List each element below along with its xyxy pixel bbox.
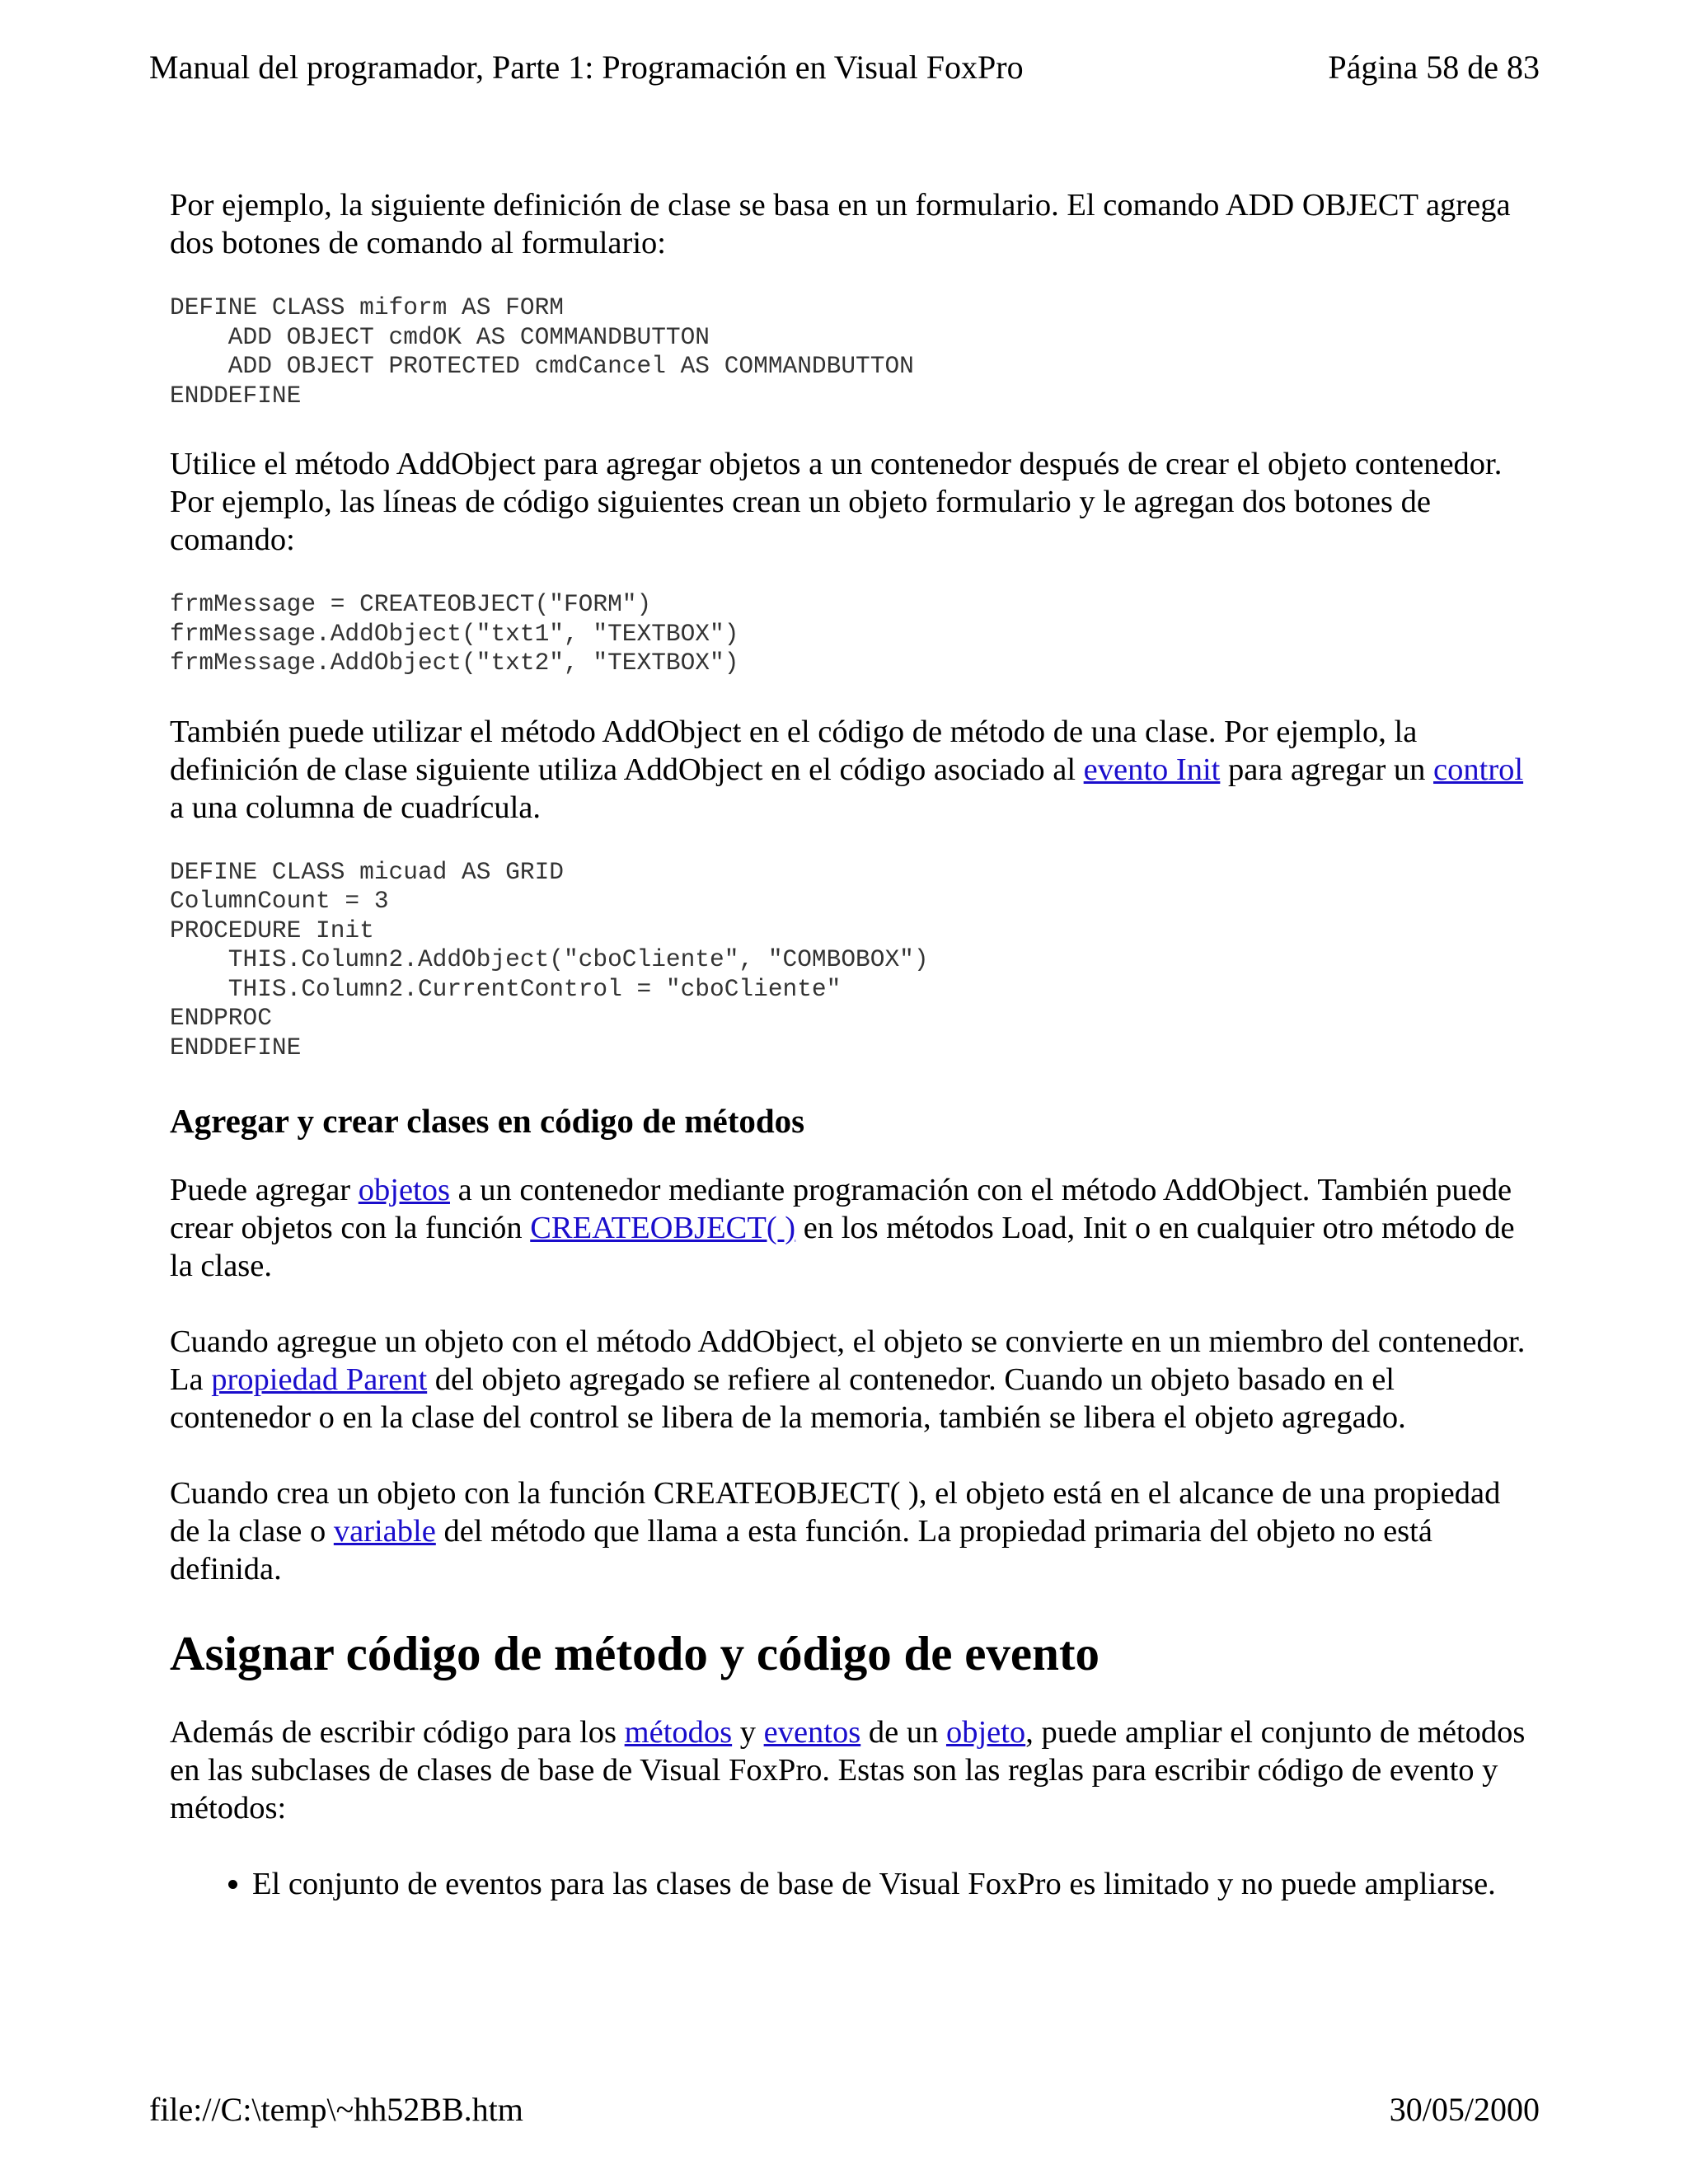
- paragraph-7: Además de escribir código para los métodos y eventos de un objeto, puede ampliar el conjunto de métodos en las subclases de clases de base de Visual FoxPro. Estas son las reglas para escribir código de evento y métodos:: [170, 1715, 1526, 1825]
- paragraph-6: Cuando crea un objeto con la función CREATEOBJECT( ), el objeto está en el alcance de una propiedad de la clase o variable del método que llama a esta función. La propiedad primaria del objeto no está definida.: [170, 1476, 1501, 1586]
- paragraph-4: Puede agregar objetos a un contenedor mediante programación con el método AddObject. También puede crear objetos con la función CREATEOBJECT( ) en los métodos Load, Init o en cualquier otro método de la clase.: [170, 1173, 1515, 1283]
- paragraph-2: Utilice el método AddObject para agregar objetos a un contenedor después de crear el objeto contenedor. Por ejemplo, las líneas de código siguientes crean un objeto formulario y le agregan dos botones de comando:: [170, 447, 1503, 557]
- link-evento-init[interactable]: evento Init: [1083, 752, 1221, 787]
- link-control[interactable]: control: [1433, 752, 1524, 787]
- file-path: file://C:\temp\~hh52BB.htm: [149, 2091, 523, 2128]
- document-body: [170, 186, 1538, 1903]
- code-block-2: frmMessage = CREATEOBJECT("FORM") frmMessage.AddObject("txt1", "TEXTBOX") frmMessage.AddObject("txt2", "TEXTBOX"): [170, 590, 739, 677]
- section-heading-agregar: Agregar y crear clases en código de métodos: [170, 1102, 805, 1140]
- rules-list: [170, 1865, 1538, 1903]
- code-block-1: DEFINE CLASS miform AS FORM ADD OBJECT cmdOK AS COMMANDBUTTON ADD OBJECT PROTECTED cmdCancel AS COMMANDBUTTON ENDDEFINE: [170, 293, 914, 410]
- link-eventos[interactable]: eventos: [763, 1715, 861, 1750]
- page-number: Página 58 de 83: [1328, 49, 1540, 86]
- link-propiedad-parent[interactable]: propiedad Parent: [211, 1362, 428, 1397]
- page-footer: [149, 2090, 1540, 2129]
- link-objetos[interactable]: objetos: [358, 1173, 450, 1207]
- document-title: Manual del programador, Parte 1: Programación en Visual FoxPro: [149, 49, 1024, 86]
- link-createobject[interactable]: CREATEOBJECT( ): [530, 1211, 796, 1245]
- paragraph-5: Cuando agregue un objeto con el método AddObject, el objeto se convierte en un miembro del contenedor. La propiedad Parent del objeto agregado se refiere al contenedor. Cuando un objeto basado en el contenedor o en la clase del control se libera de la memoria, también se libera el objeto agregado.: [170, 1324, 1526, 1435]
- link-variable[interactable]: variable: [333, 1514, 436, 1549]
- paragraph-3: También puede utilizar el método AddObject en el código de método de una clase. Por ejemplo, la definición de clase siguiente utiliza AddObject en el código asociado al evento Init para agregar un control a una columna de cuadrícula.: [170, 714, 1524, 825]
- section-heading-asignar: Asignar código de método y código de evento: [170, 1626, 1100, 1680]
- page-header: [149, 48, 1540, 87]
- code-block-3: DEFINE CLASS micuad AS GRID ColumnCount = 3 PROCEDURE Init THIS.Column2.AddObject("cboCliente", "COMBOBOX") THIS.Column2.CurrentControl = "cboCliente" ENDPROC ENDDEFINE: [170, 857, 929, 1062]
- paragraph-1: Por ejemplo, la siguiente definición de clase se basa en un formulario. El comando ADD OBJECT agrega dos botones de comando al formulario:: [170, 188, 1511, 260]
- link-metodos[interactable]: métodos: [624, 1715, 733, 1750]
- link-objeto[interactable]: objeto: [945, 1715, 1026, 1750]
- footer-date: 30/05/2000: [1389, 2091, 1540, 2128]
- list-item: • El conjunto de eventos para las clases de base de Visual FoxPro es limitado y no puede ampliarse.: [252, 1865, 1538, 1903]
